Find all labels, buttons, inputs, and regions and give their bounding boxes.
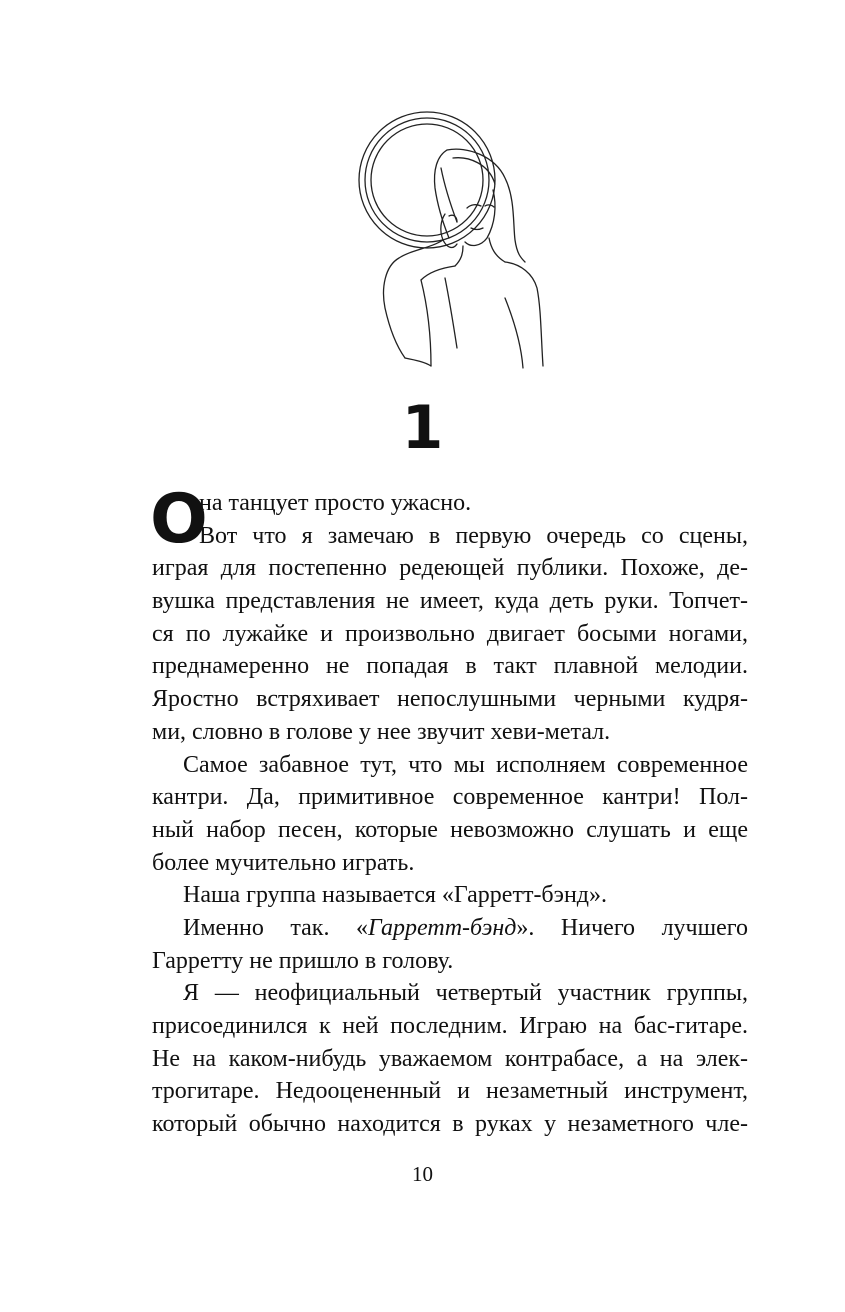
drop-cap: О (150, 480, 208, 559)
text-line: Яростно встряхивает непослушными черными кудря- (152, 686, 748, 713)
torso-line (505, 298, 523, 368)
text-line: ся по лужайке и произвольно двигает босыми ногами, (152, 620, 748, 647)
neck-right (489, 238, 505, 262)
arm-outer (384, 240, 443, 358)
text-fragment: Именно так. « (183, 914, 368, 941)
eye-left (467, 205, 481, 208)
text-line: на танцует просто ужасно. (199, 490, 472, 516)
hair-strand (441, 168, 457, 222)
band-name-italic: Гарретт-бэнд (367, 914, 517, 941)
text-line: ми, словно в голове у нее звучит хеви-метал. (152, 718, 611, 745)
chapter-number: 1 (401, 393, 444, 463)
halo-ring-middle (365, 118, 489, 242)
sweater-fold (445, 278, 457, 348)
text-line: Я — неофициальный четвертый участник группы, (183, 980, 748, 1007)
text-line: Наша группа называется «Гарретт-бэнд». (183, 882, 607, 909)
woman-halo-illustration (345, 98, 550, 370)
halo-ring-inner (371, 124, 483, 236)
hair-left (435, 150, 450, 238)
text-line: играя для постепенно редеющей публики. Похоже, де- (152, 555, 748, 582)
shoulder-left (421, 266, 455, 280)
sleeve-cuff (405, 358, 431, 366)
text-line: более мучительно играть. (152, 849, 415, 876)
text-line: трогитаре. Недооцененный и незаметный инструмент, (152, 1078, 748, 1105)
neck-left (455, 246, 463, 266)
text-line: кантри. Да, примитивное современное кантри! Пол- (152, 784, 748, 811)
chapter-text (150, 480, 748, 1141)
text-fragment: ». Ничего лучшего (516, 914, 748, 941)
finger (449, 215, 457, 222)
text-line: ный набор песен, которые невозможно слушать и еще (152, 816, 748, 843)
text-line: Вот что я замечаю в первую очередь со сцены, (199, 522, 748, 549)
text-line: преднамеренно не попадая в такт плавной мелодии. (152, 653, 748, 680)
text-line: Гарретту не пришло в голову. (152, 947, 454, 974)
text-line: присоединился к ней последним. Играю на бас-гитаре. (152, 1013, 748, 1039)
text-line: Самое забавное тут, что мы исполняем современное (183, 751, 748, 778)
arm-inner (421, 280, 431, 366)
text-line-with-italic (152, 912, 748, 945)
mouth (471, 228, 483, 230)
halo-ring-outer (359, 112, 495, 248)
page-number: 10 (412, 1162, 433, 1186)
text-line: Не на каком-нибудь уважаемом контрабасе, а на элек- (152, 1045, 748, 1072)
text-line: который обычно находится в руках у незаметного чле- (152, 1111, 748, 1138)
text-line: вушка представления не имеет, куда деть руки. Топчет- (152, 588, 748, 615)
